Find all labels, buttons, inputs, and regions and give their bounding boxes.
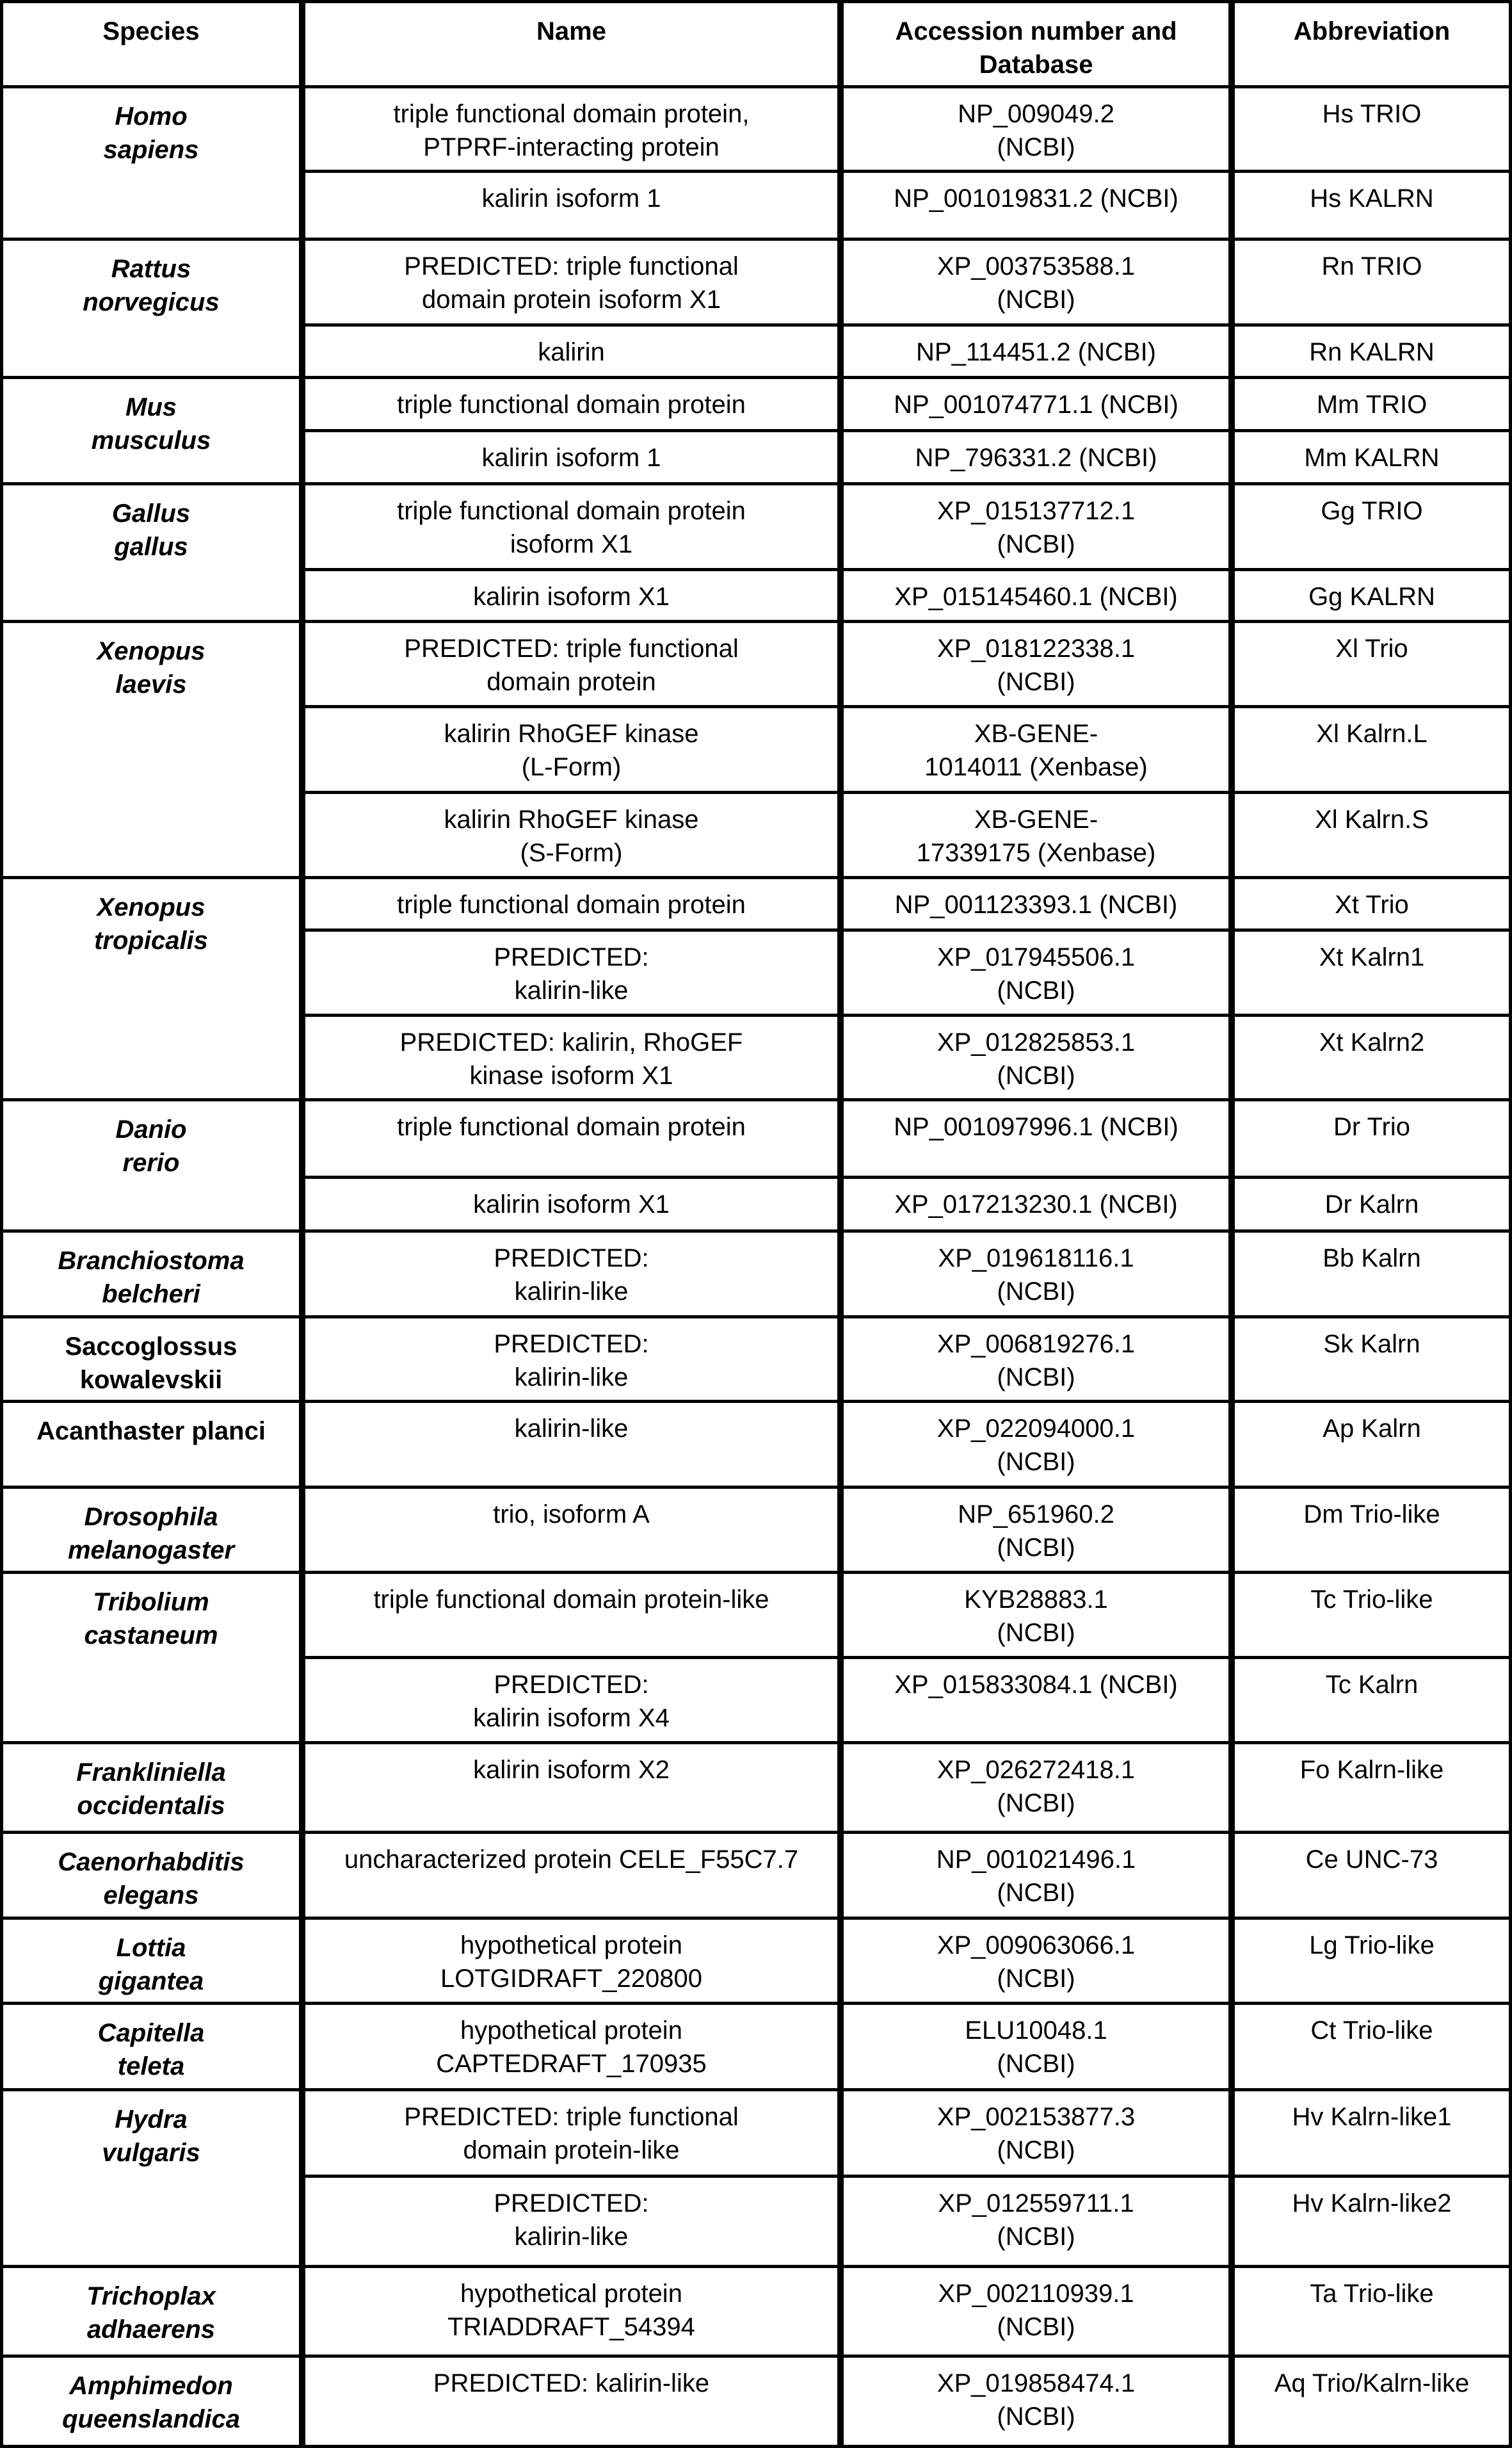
abbreviation-cell-line: Xt Kalrn1	[1319, 943, 1425, 971]
abbreviation-cell	[1232, 482, 1512, 571]
accession-cell-line: KYB28883.1	[964, 1585, 1108, 1614]
accession-cell	[840, 1571, 1232, 1659]
protein-name-cell	[302, 1098, 840, 1179]
species-cell-frankliniella-occidentalis	[0, 1741, 302, 1834]
header-name	[302, 0, 840, 88]
protein-name-cell-line: kalirin-like	[514, 2223, 629, 2251]
species-cell-capitella-teleta-line: Capitella	[97, 2019, 205, 2047]
species-cell-caenorhabditis-elegans	[0, 1831, 302, 1920]
species-cell-amphimedon-queenslandica-line: queenslandica	[62, 2405, 240, 2433]
accession-cell	[840, 876, 1232, 932]
protein-name-cell-line: kalirin RhoGEF kinase	[444, 720, 699, 748]
abbreviation-cell-line: Hs TRIO	[1322, 100, 1422, 128]
species-cell-mus-musculus	[0, 376, 302, 485]
protein-name-cell-line: PREDICTED:	[494, 2189, 649, 2217]
protein-name-cell-line: PREDICTED: triple functional	[404, 635, 739, 663]
accession-cell	[840, 1400, 1232, 1489]
accession-cell-line: (NCBI)	[997, 2403, 1075, 2431]
abbreviation-cell	[1232, 1486, 1512, 1574]
species-cell-frankliniella-occidentalis-line: Frankliniella	[76, 1758, 226, 1787]
abbreviation-cell-line: Tc Trio-like	[1310, 1585, 1433, 1614]
protein-name-cell	[302, 705, 840, 794]
species-cell-homo-sapiens-line: sapiens	[103, 136, 199, 164]
accession-cell	[840, 1486, 1232, 1574]
abbreviation-cell-line: Dr Trio	[1333, 1113, 1410, 1141]
abbreviation-cell	[1232, 1656, 1512, 1744]
protein-name-cell	[302, 1014, 840, 1101]
accession-cell	[840, 2355, 1232, 2448]
protein-name-cell-line: PREDICTED: kalirin-like	[433, 2369, 710, 2397]
accession-cell	[840, 2175, 1232, 2268]
abbreviation-cell-line: Xt Trio	[1335, 891, 1409, 919]
accession-cell-line: (NCBI)	[997, 1879, 1075, 1907]
abbreviation-cell-line: Ct Trio-like	[1310, 2016, 1433, 2045]
protein-name-cell-line: PREDICTED:	[494, 1330, 649, 1358]
abbreviation-cell	[1232, 1400, 1512, 1489]
accession-cell-line: NP_796331.2 (NCBI)	[915, 444, 1157, 472]
accession-cell-line: XP_012559711.1	[938, 2189, 1134, 2217]
abbreviation-cell-line: Hs KALRN	[1310, 184, 1434, 213]
species-cell-danio-rerio	[0, 1098, 302, 1233]
accession-cell	[840, 568, 1232, 623]
accession-cell-line: (NCBI)	[997, 2136, 1075, 2164]
accession-cell-line: 1014011 (Xenbase)	[924, 753, 1148, 781]
abbreviation-cell-line: Tc Kalrn	[1325, 1671, 1419, 1699]
protein-name-cell	[302, 1571, 840, 1659]
species-cell-lottia-gigantea-line: gigantea	[98, 1967, 204, 1995]
abbreviation-cell	[1232, 1098, 1512, 1179]
species-cell-caenorhabditis-elegans-line: elegans	[103, 1881, 199, 1909]
abbreviation-cell	[1232, 376, 1512, 432]
species-cell-trichoplax-adhaerens-line: adhaerens	[86, 2315, 216, 2344]
accession-cell	[840, 2088, 1232, 2178]
accession-cell	[840, 1831, 1232, 1920]
species-cell-gallus-gallus-line: gallus	[114, 533, 188, 561]
accession-cell-line: XP_022094000.1	[937, 1414, 1136, 1443]
protein-name-cell-line: domain protein-like	[463, 2136, 680, 2164]
accession-cell-line: NP_009049.2	[958, 100, 1114, 128]
protein-name-cell	[302, 323, 840, 379]
abbreviation-cell	[1232, 2175, 1512, 2268]
protein-name-cell-line: hypothetical protein	[460, 2016, 682, 2045]
species-cell-danio-rerio-line: Danio	[115, 1115, 187, 1144]
accession-cell-line: 17339175 (Xenbase)	[916, 839, 1156, 867]
accession-cell-line: XB-GENE-	[974, 720, 1098, 748]
header-accession-line: Database	[979, 51, 1093, 79]
abbreviation-cell	[1232, 2088, 1512, 2178]
accession-cell-line: (NCBI)	[997, 286, 1075, 314]
protein-name-cell-line: PREDICTED:	[494, 1671, 649, 1699]
accession-cell-line: (NCBI)	[997, 1534, 1075, 1562]
species-cell-gallus-gallus-line: Gallus	[111, 499, 191, 528]
abbreviation-cell-line: Mm TRIO	[1316, 391, 1428, 419]
species-cell-xenopus-tropicalis	[0, 876, 302, 1101]
accession-cell-line: XP_017945506.1	[937, 943, 1136, 971]
accession-cell-line: (NCBI)	[997, 668, 1075, 696]
abbreviation-cell	[1232, 1741, 1512, 1834]
species-cell-mus-musculus-line: musculus	[91, 426, 211, 455]
protein-name-cell-line: isoform X1	[510, 530, 633, 558]
accession-cell-line: XP_018122338.1	[937, 635, 1136, 663]
protein-name-cell-line: (L-Form)	[521, 753, 622, 781]
abbreviation-cell	[1232, 1229, 1512, 1318]
abbreviation-cell-line: Xt Kalrn2	[1319, 1028, 1425, 1057]
abbreviation-cell	[1232, 705, 1512, 794]
protein-name-cell-line: kalirin isoform X1	[473, 1190, 670, 1219]
abbreviation-cell	[1232, 928, 1512, 1017]
protein-name-cell-line: PREDICTED:	[494, 943, 649, 971]
species-cell-rattus-norvegicus-line: norvegicus	[83, 288, 220, 316]
abbreviation-cell	[1232, 791, 1512, 879]
protein-name-cell	[302, 1656, 840, 1744]
protein-name-cell-line: triple functional domain protein	[397, 497, 746, 525]
accession-cell-line: (NCBI)	[997, 1363, 1075, 1391]
protein-name-cell-line: triple functional domain protein,	[393, 100, 750, 128]
accession-cell-line: (NCBI)	[997, 1277, 1075, 1306]
abbreviation-cell	[1232, 1014, 1512, 1101]
abbreviation-cell-line: Ce UNC-73	[1305, 1845, 1438, 1874]
accession-cell-line: NP_001021496.1	[936, 1845, 1136, 1874]
species-cell-danio-rerio-line: rerio	[122, 1149, 180, 1177]
abbreviation-cell-line: Xl Kalrn.L	[1316, 720, 1428, 748]
protein-name-cell-line: kalirin-like	[514, 1277, 629, 1306]
protein-name-cell-line: trio, isoform A	[493, 1500, 650, 1528]
accession-cell	[840, 1917, 1232, 2005]
accession-cell-line: (NCBI)	[997, 2223, 1075, 2251]
species-cell-drosophila-melanogaster-line: Drosophila	[84, 1503, 218, 1531]
accession-cell	[840, 429, 1232, 485]
accession-cell	[840, 238, 1232, 327]
protein-name-cell-line: kinase isoform X1	[469, 1062, 673, 1090]
abbreviation-cell	[1232, 85, 1512, 173]
abbreviation-cell-line: Dr Kalrn	[1324, 1190, 1419, 1219]
species-cell-trichoplax-adhaerens	[0, 2265, 302, 2358]
accession-cell-line: XP_015145460.1 (NCBI)	[894, 583, 1178, 611]
protein-name-cell	[302, 1229, 840, 1318]
protein-name-cell-line: hypothetical protein	[460, 1931, 682, 1959]
accession-cell-line: (NCBI)	[997, 530, 1075, 558]
protein-name-cell-line: kalirin	[538, 338, 605, 366]
abbreviation-cell	[1232, 238, 1512, 327]
protein-name-cell-line: PREDICTED:	[494, 1244, 649, 1272]
accession-cell	[840, 620, 1232, 708]
species-cell-gallus-gallus	[0, 482, 302, 623]
accession-cell-line: ELU10048.1	[965, 2016, 1107, 2045]
accession-cell	[840, 376, 1232, 432]
accession-cell-line: XB-GENE-	[974, 806, 1098, 834]
species-cell-lottia-gigantea	[0, 1917, 302, 2005]
protein-name-cell	[302, 2175, 840, 2268]
abbreviation-cell	[1232, 1176, 1512, 1233]
species-cell-tribolium-castaneum-line: Tribolium	[93, 1588, 209, 1616]
species-cell-mus-musculus-line: Mus	[125, 393, 177, 421]
protein-name-cell	[302, 1741, 840, 1834]
header-abbreviation-line: Abbreviation	[1293, 17, 1451, 45]
species-cell-saccoglossus-kowalevskii	[0, 1315, 302, 1403]
protein-name-cell-line: uncharacterized protein CELE_F55C7.7	[344, 1845, 799, 1874]
protein-name-cell-line: (S-Form)	[520, 839, 623, 867]
species-cell-frankliniella-occidentalis-line: occidentalis	[77, 1792, 225, 1820]
accession-cell	[840, 1176, 1232, 1233]
species-cell-xenopus-tropicalis-line: tropicalis	[94, 927, 208, 955]
protein-name-cell	[302, 1917, 840, 2005]
protein-name-cell	[302, 1315, 840, 1403]
accession-cell	[840, 323, 1232, 379]
accession-cell	[840, 928, 1232, 1017]
accession-cell-line: (NCBI)	[997, 1448, 1075, 1476]
abbreviation-cell-line: Dm Trio-like	[1303, 1500, 1440, 1528]
accession-cell-line: XP_017213230.1 (NCBI)	[894, 1190, 1178, 1219]
accession-cell-line: NP_001019831.2 (NCBI)	[894, 184, 1178, 213]
protein-name-cell-line: TRIADDRAFT_54394	[447, 2313, 695, 2341]
header-species	[0, 0, 302, 88]
protein-name-cell	[302, 568, 840, 623]
protein-name-cell	[302, 1400, 840, 1489]
species-cell-amphimedon-queenslandica-line: Amphimedon	[69, 2372, 233, 2400]
header-species-line: Species	[102, 17, 200, 45]
protein-name-cell	[302, 928, 840, 1017]
species-cell-caenorhabditis-elegans-line: Caenorhabditis	[58, 1848, 245, 1876]
species-cell-acanthaster-planci	[0, 1400, 302, 1489]
abbreviation-cell-line: Hv Kalrn-like1	[1292, 2103, 1452, 2131]
species-cell-capitella-teleta	[0, 2002, 302, 2091]
protein-name-cell	[302, 876, 840, 932]
abbreviation-cell-line: Gg KALRN	[1308, 583, 1435, 611]
protein-name-cell-line: kalirin isoform 1	[481, 184, 661, 213]
accession-cell	[840, 1656, 1232, 1744]
accession-cell-line: (NCBI)	[997, 1789, 1075, 1817]
protein-name-cell-line: triple functional domain protein	[397, 891, 746, 919]
protein-name-cell	[302, 376, 840, 432]
accession-cell-line: (NCBI)	[997, 977, 1075, 1005]
species-cell-branchiostoma-belcheri-line: Branchiostoma	[58, 1247, 245, 1275]
species-cell-xenopus-laevis-line: Xenopus	[97, 637, 205, 665]
abbreviation-cell	[1232, 429, 1512, 485]
species-cell-xenopus-laevis-line: laevis	[115, 670, 187, 699]
species-cell-capitella-teleta-line: teleta	[117, 2052, 185, 2080]
abbreviation-cell-line: Xl Kalrn.S	[1315, 806, 1429, 834]
protein-name-cell	[302, 238, 840, 327]
protein-name-cell-line: kalirin isoform X2	[473, 1756, 670, 1784]
protein-name-cell-line: domain protein isoform X1	[422, 286, 721, 314]
abbreviation-cell-line: Sk Kalrn	[1323, 1330, 1420, 1358]
protein-name-cell	[302, 429, 840, 485]
protein-name-cell	[302, 1176, 840, 1233]
species-cell-branchiostoma-belcheri-line: belcheri	[102, 1280, 200, 1308]
protein-name-cell	[302, 85, 840, 173]
protein-name-cell-line: triple functional domain protein-like	[373, 1585, 769, 1614]
species-cell-acanthaster-planci-line: Acanthaster planci	[36, 1417, 266, 1445]
accession-cell-line: XP_002153877.3	[937, 2103, 1136, 2131]
protein-name-cell-line: PTPRF-interacting protein	[423, 133, 720, 161]
abbreviation-cell-line: Aq Trio/Kalrn-like	[1274, 2369, 1470, 2397]
accession-cell-line: XP_015137712.1	[937, 497, 1136, 525]
accession-cell-line: XP_009063066.1	[937, 1931, 1136, 1959]
protein-name-cell	[302, 2355, 840, 2448]
protein-name-cell-line: kalirin isoform 1	[481, 444, 661, 472]
protein-name-cell-line: triple functional domain protein	[397, 391, 746, 419]
abbreviation-cell	[1232, 1315, 1512, 1403]
protein-name-cell-line: LOTGIDRAFT_220800	[440, 1965, 703, 1993]
accession-cell-line: (NCBI)	[997, 1062, 1075, 1090]
abbreviation-cell	[1232, 620, 1512, 708]
accession-cell-line: XP_006819276.1	[937, 1330, 1136, 1358]
protein-name-cell	[302, 620, 840, 708]
protein-name-cell	[302, 1831, 840, 1920]
accession-cell-line: XP_002110939.1	[938, 2280, 1134, 2308]
accession-cell-line: (NCBI)	[997, 133, 1075, 161]
species-cell-branchiostoma-belcheri	[0, 1229, 302, 1318]
species-cell-trichoplax-adhaerens-line: Trichoplax	[86, 2282, 216, 2310]
protein-name-cell	[302, 482, 840, 571]
header-accession	[840, 0, 1232, 88]
accession-cell-line: NP_001123393.1 (NCBI)	[894, 891, 1178, 919]
accession-cell-line: XP_019618116.1	[938, 1244, 1134, 1272]
accession-cell-line: NP_001097996.1 (NCBI)	[894, 1113, 1178, 1141]
accession-cell	[840, 1098, 1232, 1179]
species-cell-hydra-vulgaris-line: vulgaris	[102, 2139, 200, 2167]
abbreviation-cell-line: Lg Trio-like	[1309, 1931, 1435, 1959]
abbreviation-cell-line: Rn KALRN	[1309, 338, 1435, 366]
protein-name-cell-line: domain protein	[487, 668, 656, 696]
species-cell-homo-sapiens	[0, 85, 302, 241]
accession-cell	[840, 705, 1232, 794]
protein-name-cell	[302, 2002, 840, 2091]
protein-name-cell-line: PREDICTED: triple functional	[404, 252, 739, 280]
abbreviation-cell-line: Rn TRIO	[1321, 252, 1422, 280]
protein-name-cell-line: triple functional domain protein	[397, 1113, 746, 1141]
protein-name-cell-line: kalirin-like	[514, 977, 629, 1005]
accession-cell-line: NP_114451.2 (NCBI)	[916, 338, 1156, 366]
species-cell-saccoglossus-kowalevskii-line: Saccoglossus	[65, 1333, 237, 1361]
protein-name-cell-line: hypothetical protein	[460, 2280, 682, 2308]
species-cell-xenopus-tropicalis-line: Xenopus	[97, 893, 205, 921]
species-cell-rattus-norvegicus-line: Rattus	[111, 255, 191, 283]
accession-cell-line: (NCBI)	[997, 2050, 1075, 2078]
protein-name-cell	[302, 2088, 840, 2178]
abbreviation-cell	[1232, 1831, 1512, 1920]
species-cell-amphimedon-queenslandica	[0, 2355, 302, 2448]
abbreviation-cell	[1232, 568, 1512, 623]
species-cell-hydra-vulgaris	[0, 2088, 302, 2268]
species-cell-homo-sapiens-line: Homo	[115, 102, 188, 131]
header-accession-line: Accession number and	[895, 17, 1177, 45]
accession-cell-line: XP_003753588.1	[937, 252, 1136, 280]
abbreviation-cell-line: Bb Kalrn	[1323, 1244, 1421, 1272]
protein-name-cell-line: PREDICTED: kalirin, RhoGEF	[399, 1028, 743, 1057]
accession-cell-line: (NCBI)	[997, 1965, 1075, 1993]
accession-cell	[840, 1315, 1232, 1403]
species-cell-hydra-vulgaris-line: Hydra	[115, 2105, 188, 2134]
abbreviation-cell-line: Ap Kalrn	[1323, 1414, 1421, 1443]
abbreviation-cell	[1232, 1917, 1512, 2005]
protein-name-cell-line: kalirin-like	[514, 1363, 629, 1391]
protein-name-cell	[302, 170, 840, 241]
accession-cell-line: XP_015833084.1 (NCBI)	[894, 1671, 1178, 1699]
abbreviation-cell-line: Hv Kalrn-like2	[1292, 2189, 1452, 2217]
protein-name-cell-line: kalirin-like	[514, 1414, 629, 1443]
abbreviation-cell-line: Mm KALRN	[1304, 444, 1440, 472]
abbreviation-cell-line: Fo Kalrn-like	[1299, 1756, 1444, 1784]
accession-cell	[840, 85, 1232, 173]
species-cell-drosophila-melanogaster	[0, 1486, 302, 1574]
accession-cell-line: NP_651960.2	[958, 1500, 1114, 1528]
protein-name-cell	[302, 2265, 840, 2358]
accession-cell-line: (NCBI)	[997, 1619, 1075, 1647]
species-cell-lottia-gigantea-line: Lottia	[116, 1934, 186, 1962]
protein-name-cell-line: kalirin isoform X1	[473, 583, 670, 611]
abbreviation-cell-line: Ta Trio-like	[1310, 2280, 1434, 2308]
abbreviation-cell	[1232, 2002, 1512, 2091]
header-abbreviation	[1232, 0, 1512, 88]
accession-cell-line: XP_012825853.1	[937, 1028, 1136, 1057]
abbreviation-cell	[1232, 2265, 1512, 2358]
protein-name-cell-line: CAPTEDRAFT_170935	[436, 2050, 707, 2078]
abbreviation-cell	[1232, 876, 1512, 932]
protein-name-cell	[302, 1486, 840, 1574]
abbreviation-cell	[1232, 323, 1512, 379]
protein-name-cell-line: kalirin isoform X4	[473, 1704, 670, 1732]
protein-name-cell-line: kalirin RhoGEF kinase	[444, 806, 699, 834]
accession-cell	[840, 791, 1232, 879]
abbreviation-cell-line: Xl Trio	[1335, 635, 1408, 663]
abbreviation-cell	[1232, 170, 1512, 241]
accession-cell-line: (NCBI)	[997, 2313, 1075, 2341]
species-cell-rattus-norvegicus	[0, 238, 302, 379]
accession-cell-line: XP_019858474.1	[937, 2369, 1136, 2397]
species-cell-tribolium-castaneum-line: castaneum	[84, 1621, 218, 1650]
protein-name-cell-line: PREDICTED: triple functional	[404, 2103, 739, 2131]
accession-cell-line: NP_001074771.1 (NCBI)	[894, 391, 1178, 419]
species-cell-drosophila-melanogaster-line: melanogaster	[67, 1536, 235, 1564]
protein-name-cell	[302, 791, 840, 879]
abbreviation-cell-line: Gg TRIO	[1321, 497, 1423, 525]
species-cell-tribolium-castaneum	[0, 1571, 302, 1744]
species-cell-saccoglossus-kowalevskii-line: kowalevskii	[79, 1366, 223, 1394]
accession-cell-line: XP_026272418.1	[937, 1756, 1136, 1784]
accession-cell	[840, 1229, 1232, 1318]
accession-cell	[840, 482, 1232, 571]
abbreviation-cell	[1232, 1571, 1512, 1659]
accession-cell	[840, 170, 1232, 241]
header-name-line: Name	[536, 17, 606, 45]
accession-cell	[840, 1014, 1232, 1101]
accession-cell	[840, 2265, 1232, 2358]
accession-cell	[840, 2002, 1232, 2091]
accession-cell	[840, 1741, 1232, 1834]
species-cell-xenopus-laevis	[0, 620, 302, 879]
abbreviation-cell	[1232, 2355, 1512, 2448]
